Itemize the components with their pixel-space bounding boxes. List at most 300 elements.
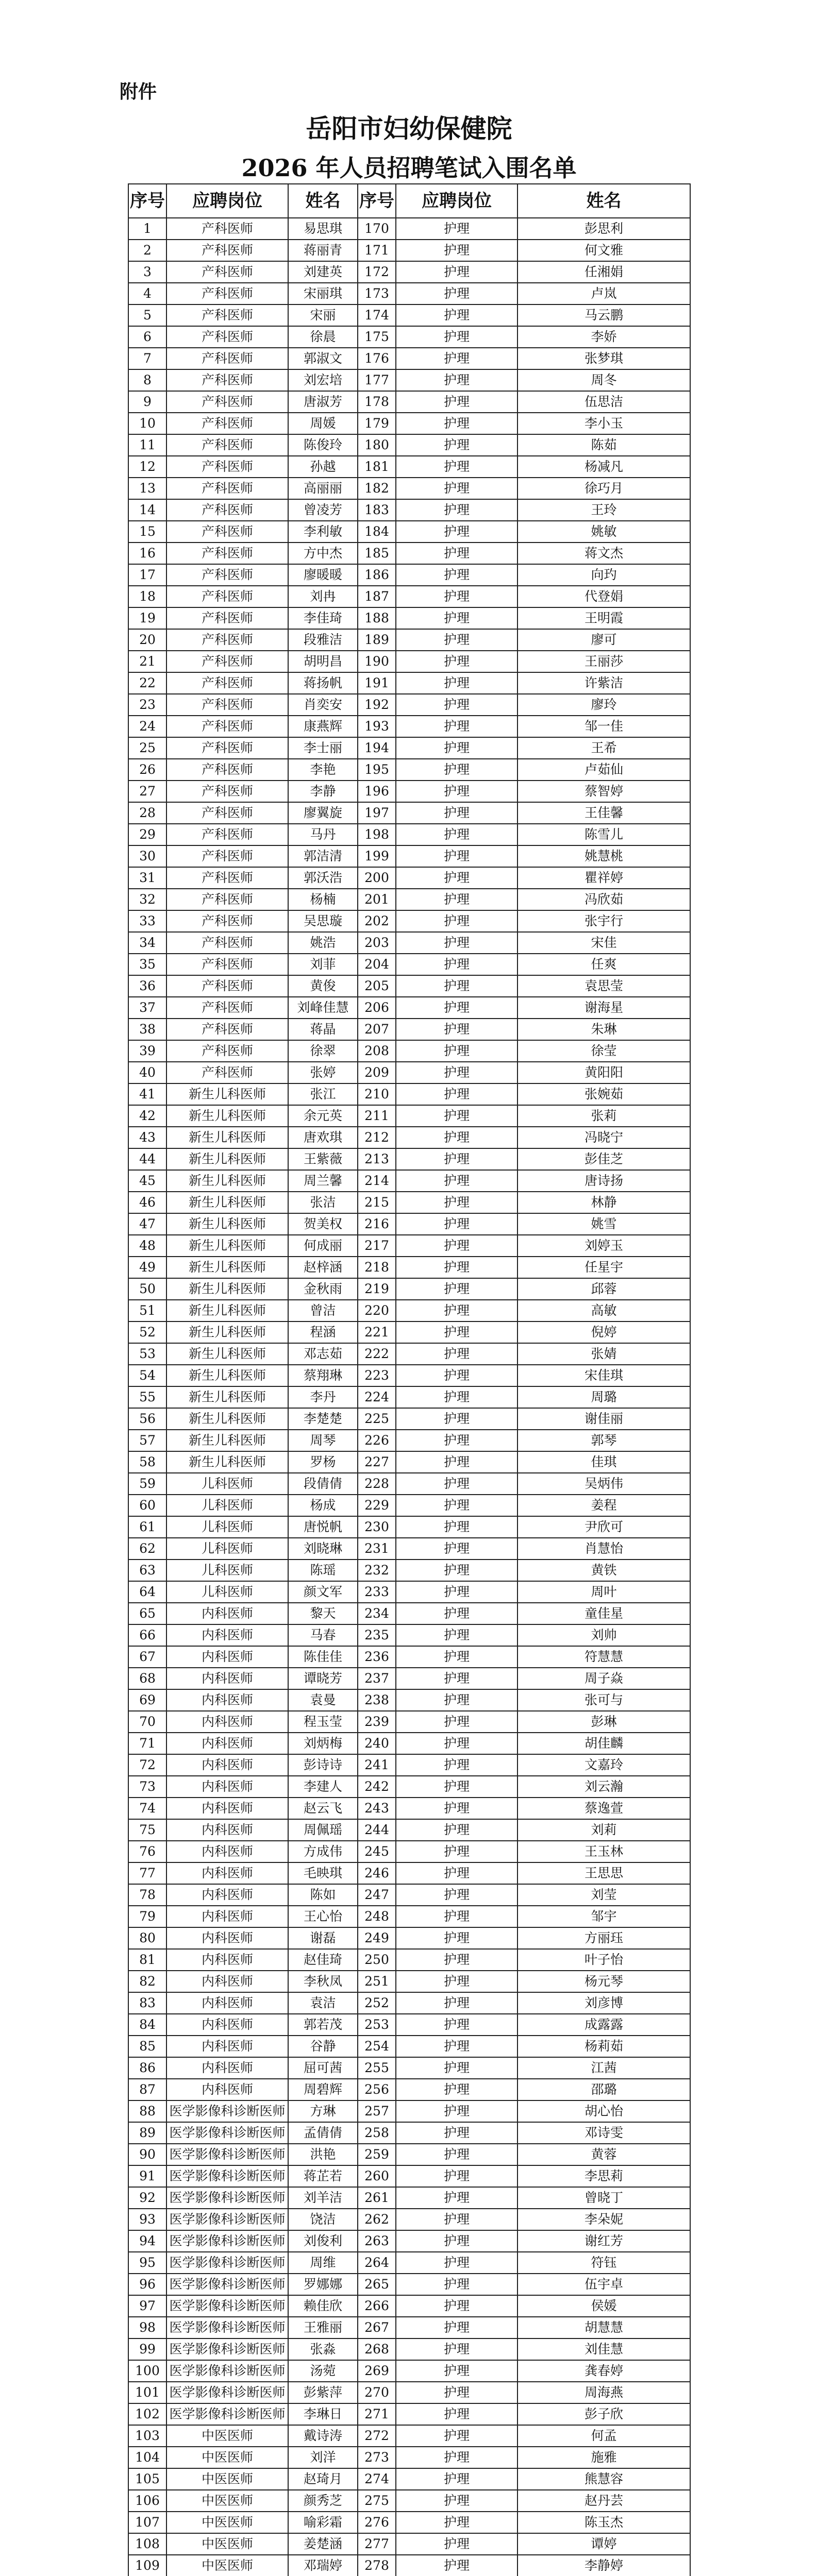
left-position-cell: 中医医师	[166, 2468, 288, 2490]
left-seq-cell: 25	[128, 737, 166, 759]
table-row	[128, 694, 690, 716]
right-seq-cell: 200	[358, 867, 396, 889]
left-seq-cell: 78	[128, 1884, 166, 1906]
right-seq-cell: 237	[358, 1668, 396, 1689]
right-seq-cell: 260	[358, 2165, 396, 2187]
left-seq-cell: 42	[128, 1105, 166, 1127]
left-name-cell: 方琳	[288, 2100, 358, 2122]
table-row	[128, 413, 690, 434]
left-seq-cell: 89	[128, 2122, 166, 2144]
left-seq-cell: 100	[128, 2360, 166, 2382]
table-row	[128, 1321, 690, 1343]
right-seq-cell: 252	[358, 1992, 396, 2014]
left-name-cell: 廖暖暖	[288, 564, 358, 586]
right-name-cell: 廖可	[517, 629, 690, 651]
left-seq-cell: 53	[128, 1343, 166, 1365]
table-row	[128, 2468, 690, 2490]
right-name-cell: 冯晓宁	[517, 1127, 690, 1148]
right-position-cell: 护理	[396, 499, 517, 521]
right-name-cell: 卢茹仙	[517, 759, 690, 781]
right-position-cell: 护理	[396, 867, 517, 889]
right-name-cell: 胡心怡	[517, 2100, 690, 2122]
right-seq-cell: 197	[358, 802, 396, 824]
left-seq-cell: 106	[128, 2490, 166, 2512]
left-seq-cell: 88	[128, 2100, 166, 2122]
left-name-cell: 陈佳佳	[288, 1646, 358, 1668]
right-name-cell: 佳琪	[517, 1451, 690, 1473]
right-name-cell: 王佳馨	[517, 802, 690, 824]
right-name-cell: 姚敏	[517, 521, 690, 543]
right-seq-cell: 240	[358, 1733, 396, 1754]
left-name-cell: 黎天	[288, 1603, 358, 1624]
table-row	[128, 521, 690, 543]
left-seq-cell: 2	[128, 240, 166, 261]
left-position-cell: 儿科医师	[166, 1495, 288, 1516]
right-name-cell: 张可与	[517, 1689, 690, 1711]
left-seq-cell: 33	[128, 910, 166, 932]
left-position-cell: 产科医师	[166, 672, 288, 694]
left-name-cell: 唐欢琪	[288, 1127, 358, 1148]
table-row	[128, 2425, 690, 2447]
left-name-cell: 刘冉	[288, 586, 358, 607]
left-name-cell: 李士丽	[288, 737, 358, 759]
right-position-cell: 护理	[396, 781, 517, 802]
right-seq-cell: 187	[358, 586, 396, 607]
right-name-cell: 叶子怡	[517, 1949, 690, 1971]
left-name-cell: 肖奕安	[288, 694, 358, 716]
left-name-cell: 蒋晶	[288, 1019, 358, 1040]
right-name-cell: 蔡逸萱	[517, 1798, 690, 1819]
left-name-cell: 孙越	[288, 456, 358, 478]
table-row	[128, 607, 690, 629]
right-position-cell: 护理	[396, 304, 517, 326]
right-name-cell: 周海燕	[517, 2382, 690, 2403]
right-seq-cell: 254	[358, 2036, 396, 2057]
right-seq-cell: 242	[358, 1776, 396, 1798]
left-position-cell: 产科医师	[166, 326, 288, 348]
right-position-cell: 护理	[396, 1689, 517, 1711]
table-row	[128, 1451, 690, 1473]
right-name-cell: 黄蓉	[517, 2144, 690, 2165]
table-row	[128, 1170, 690, 1192]
left-position-cell: 医学影像科诊断医师	[166, 2274, 288, 2295]
left-seq-cell: 55	[128, 1386, 166, 1408]
left-seq-cell: 44	[128, 1148, 166, 1170]
left-name-cell: 赵梓涵	[288, 1257, 358, 1278]
table-row	[128, 997, 690, 1019]
table-row	[128, 1278, 690, 1300]
right-position-cell: 护理	[396, 2382, 517, 2403]
left-seq-cell: 82	[128, 1971, 166, 1992]
left-seq-cell: 35	[128, 954, 166, 975]
left-seq-cell: 94	[128, 2230, 166, 2252]
right-seq-cell: 202	[358, 910, 396, 932]
table-row	[128, 824, 690, 845]
right-name-cell: 杨减凡	[517, 456, 690, 478]
table-row	[128, 391, 690, 413]
right-position-cell: 护理	[396, 1148, 517, 1170]
table-row	[128, 2555, 690, 2576]
right-name-cell: 杨莉茹	[517, 2036, 690, 2057]
left-seq-cell: 21	[128, 651, 166, 672]
left-seq-cell: 16	[128, 543, 166, 564]
left-position-cell: 产科医师	[166, 607, 288, 629]
left-position-cell: 产科医师	[166, 499, 288, 521]
left-seq-cell: 92	[128, 2187, 166, 2209]
left-seq-cell: 45	[128, 1170, 166, 1192]
left-position-cell: 新生儿科医师	[166, 1257, 288, 1278]
right-position-cell: 护理	[396, 2295, 517, 2317]
left-position-cell: 医学影像科诊断医师	[166, 2230, 288, 2252]
table-row	[128, 218, 690, 240]
right-seq-cell: 257	[358, 2100, 396, 2122]
left-name-cell: 刘炳梅	[288, 1733, 358, 1754]
right-position-cell: 护理	[396, 2533, 517, 2555]
right-position-cell: 护理	[396, 2447, 517, 2468]
left-name-cell: 徐翠	[288, 1040, 358, 1062]
right-position-cell: 护理	[396, 348, 517, 369]
right-seq-cell: 236	[358, 1646, 396, 1668]
left-name-cell: 杨成	[288, 1495, 358, 1516]
left-name-cell: 刘宏培	[288, 369, 358, 391]
right-name-cell: 姚慧桃	[517, 845, 690, 867]
right-seq-cell: 229	[358, 1495, 396, 1516]
left-position-cell: 产科医师	[166, 434, 288, 456]
left-seq-cell: 17	[128, 564, 166, 586]
left-position-cell: 医学影像科诊断医师	[166, 2209, 288, 2230]
table-row	[128, 1365, 690, 1386]
left-name-cell: 李楚楚	[288, 1408, 358, 1430]
right-seq-cell: 249	[358, 1927, 396, 1949]
left-position-cell: 产科医师	[166, 1062, 288, 1083]
right-name-cell: 许紫洁	[517, 672, 690, 694]
right-name-cell: 姜程	[517, 1495, 690, 1516]
right-position-cell: 护理	[396, 1733, 517, 1754]
right-position-cell: 护理	[396, 1516, 517, 1538]
right-seq-cell: 212	[358, 1127, 396, 1148]
right-name-cell: 陈茹	[517, 434, 690, 456]
left-name-cell: 李利敏	[288, 521, 358, 543]
right-position-cell: 护理	[396, 2360, 517, 2382]
left-seq-cell: 18	[128, 586, 166, 607]
left-position-cell: 内科医师	[166, 1689, 288, 1711]
right-seq-cell: 195	[358, 759, 396, 781]
right-name-cell: 伍思洁	[517, 391, 690, 413]
left-seq-cell: 67	[128, 1646, 166, 1668]
right-name-cell: 王希	[517, 737, 690, 759]
right-seq-cell: 228	[358, 1473, 396, 1495]
right-position-cell: 护理	[396, 261, 517, 283]
table-row	[128, 802, 690, 824]
left-position-cell: 新生儿科医师	[166, 1235, 288, 1257]
right-position-cell: 护理	[396, 1300, 517, 1321]
left-position-cell: 儿科医师	[166, 1538, 288, 1560]
left-position-cell: 中医医师	[166, 2533, 288, 2555]
right-name-cell: 赵丹芸	[517, 2490, 690, 2512]
left-position-cell: 内科医师	[166, 1798, 288, 1819]
right-seq-cell: 194	[358, 737, 396, 759]
right-seq-cell: 175	[358, 326, 396, 348]
right-name-cell: 代登娟	[517, 586, 690, 607]
table-row	[128, 434, 690, 456]
right-seq-cell: 189	[358, 629, 396, 651]
right-position-cell: 护理	[396, 1754, 517, 1776]
right-name-cell: 倪婷	[517, 1321, 690, 1343]
table-row	[128, 1560, 690, 1581]
left-name-cell: 蒋扬帆	[288, 672, 358, 694]
right-seq-cell: 179	[358, 413, 396, 434]
header-name-right: 姓名	[517, 184, 690, 218]
right-position-cell: 护理	[396, 824, 517, 845]
right-position-cell: 护理	[396, 478, 517, 499]
right-position-cell: 护理	[396, 1451, 517, 1473]
left-name-cell: 毛映琪	[288, 1862, 358, 1884]
left-position-cell: 产科医师	[166, 218, 288, 240]
table-row	[128, 2274, 690, 2295]
right-position-cell: 护理	[396, 2122, 517, 2144]
left-position-cell: 医学影像科诊断医师	[166, 2338, 288, 2360]
table-row	[128, 1906, 690, 1927]
table-row	[128, 1776, 690, 1798]
left-seq-cell: 48	[128, 1235, 166, 1257]
left-name-cell: 谭晓芳	[288, 1668, 358, 1689]
right-position-cell: 护理	[396, 218, 517, 240]
right-seq-cell: 231	[358, 1538, 396, 1560]
right-position-cell: 护理	[396, 240, 517, 261]
right-position-cell: 护理	[396, 932, 517, 954]
left-seq-cell: 39	[128, 1040, 166, 1062]
left-seq-cell: 49	[128, 1257, 166, 1278]
right-name-cell: 江茜	[517, 2057, 690, 2079]
left-name-cell: 方中杰	[288, 543, 358, 564]
left-name-cell: 康燕辉	[288, 716, 358, 737]
left-seq-cell: 77	[128, 1862, 166, 1884]
left-name-cell: 李建人	[288, 1776, 358, 1798]
right-position-cell: 护理	[396, 1624, 517, 1646]
left-position-cell: 内科医师	[166, 1624, 288, 1646]
right-seq-cell: 183	[358, 499, 396, 521]
left-position-cell: 产科医师	[166, 456, 288, 478]
header-name-left: 姓名	[288, 184, 358, 218]
left-seq-cell: 81	[128, 1949, 166, 1971]
left-seq-cell: 27	[128, 781, 166, 802]
left-seq-cell: 90	[128, 2144, 166, 2165]
left-name-cell: 马丹	[288, 824, 358, 845]
right-seq-cell: 227	[358, 1451, 396, 1473]
right-name-cell: 唐诗扬	[517, 1170, 690, 1192]
right-name-cell: 张婉茹	[517, 1083, 690, 1105]
right-seq-cell: 223	[358, 1365, 396, 1386]
right-name-cell: 邓诗雯	[517, 2122, 690, 2144]
left-position-cell: 产科医师	[166, 694, 288, 716]
left-name-cell: 陈俊玲	[288, 434, 358, 456]
left-name-cell: 刘晓琳	[288, 1538, 358, 1560]
left-name-cell: 赵云飞	[288, 1798, 358, 1819]
right-seq-cell: 184	[358, 521, 396, 543]
right-position-cell: 护理	[396, 2252, 517, 2274]
right-position-cell: 护理	[396, 2100, 517, 2122]
table-row	[128, 2317, 690, 2338]
right-seq-cell: 232	[358, 1560, 396, 1581]
right-name-cell: 彭子欣	[517, 2403, 690, 2425]
header-seq-right: 序号	[358, 184, 396, 218]
left-position-cell: 产科医师	[166, 824, 288, 845]
left-name-cell: 段倩倩	[288, 1473, 358, 1495]
left-seq-cell: 43	[128, 1127, 166, 1148]
right-name-cell: 李思莉	[517, 2165, 690, 2187]
left-seq-cell: 74	[128, 1798, 166, 1819]
left-name-cell: 姜楚涵	[288, 2533, 358, 2555]
left-seq-cell: 51	[128, 1300, 166, 1321]
left-seq-cell: 84	[128, 2014, 166, 2036]
left-name-cell: 罗杨	[288, 1451, 358, 1473]
left-name-cell: 喻彩霜	[288, 2512, 358, 2533]
left-seq-cell: 47	[128, 1213, 166, 1235]
right-name-cell: 彭佳芝	[517, 1148, 690, 1170]
left-seq-cell: 64	[128, 1581, 166, 1603]
right-name-cell: 任爽	[517, 954, 690, 975]
right-position-cell: 护理	[396, 1711, 517, 1733]
table-row	[128, 1495, 690, 1516]
right-position-cell: 护理	[396, 716, 517, 737]
left-position-cell: 新生儿科医师	[166, 1386, 288, 1408]
left-seq-cell: 103	[128, 2425, 166, 2447]
table-row	[128, 1127, 690, 1148]
right-seq-cell: 205	[358, 975, 396, 997]
right-name-cell: 侯媛	[517, 2295, 690, 2317]
right-name-cell: 蔡智婷	[517, 781, 690, 802]
right-seq-cell: 243	[358, 1798, 396, 1819]
right-seq-cell: 203	[358, 932, 396, 954]
right-position-cell: 护理	[396, 1949, 517, 1971]
left-position-cell: 内科医师	[166, 1646, 288, 1668]
right-position-cell: 护理	[396, 2230, 517, 2252]
left-position-cell: 内科医师	[166, 1884, 288, 1906]
table-row	[128, 1841, 690, 1862]
table-row	[128, 261, 690, 283]
left-name-cell: 张淼	[288, 2338, 358, 2360]
left-position-cell: 新生儿科医师	[166, 1105, 288, 1127]
left-name-cell: 李秋凤	[288, 1971, 358, 1992]
left-name-cell: 陈如	[288, 1884, 358, 1906]
right-position-cell: 护理	[396, 1235, 517, 1257]
right-position-cell: 护理	[396, 2014, 517, 2036]
left-position-cell: 内科医师	[166, 1992, 288, 2014]
left-position-cell: 产科医师	[166, 737, 288, 759]
right-position-cell: 护理	[396, 1019, 517, 1040]
left-seq-cell: 7	[128, 348, 166, 369]
right-name-cell: 张宇行	[517, 910, 690, 932]
left-position-cell: 新生儿科医师	[166, 1192, 288, 1213]
left-seq-cell: 80	[128, 1927, 166, 1949]
right-seq-cell: 241	[358, 1754, 396, 1776]
document-subtitle: 2026 年人员招聘笔试入围名单	[241, 154, 577, 182]
right-name-cell: 张婧	[517, 1343, 690, 1365]
left-name-cell: 刘菲	[288, 954, 358, 975]
left-name-cell: 洪艳	[288, 2144, 358, 2165]
right-seq-cell: 239	[358, 1711, 396, 1733]
table-row	[128, 2209, 690, 2230]
right-name-cell: 廖玲	[517, 694, 690, 716]
right-position-cell: 护理	[396, 1408, 517, 1430]
left-position-cell: 内科医师	[166, 1668, 288, 1689]
right-seq-cell: 256	[358, 2079, 396, 2100]
table-row	[128, 1949, 690, 1971]
left-name-cell: 李静	[288, 781, 358, 802]
right-seq-cell: 230	[358, 1516, 396, 1538]
right-seq-cell: 265	[358, 2274, 396, 2295]
table-row	[128, 1257, 690, 1278]
right-seq-cell: 272	[358, 2425, 396, 2447]
table-row	[128, 2014, 690, 2036]
right-position-cell: 护理	[396, 1841, 517, 1862]
table-row	[128, 716, 690, 737]
right-name-cell: 龚春婷	[517, 2360, 690, 2382]
left-name-cell: 李艳	[288, 759, 358, 781]
table-row	[128, 1235, 690, 1257]
table-row	[128, 1386, 690, 1408]
right-name-cell: 吴炳伟	[517, 1473, 690, 1495]
left-seq-cell: 3	[128, 261, 166, 283]
table-row	[128, 910, 690, 932]
table-row	[128, 304, 690, 326]
left-position-cell: 医学影像科诊断医师	[166, 2122, 288, 2144]
left-position-cell: 医学影像科诊断医师	[166, 2295, 288, 2317]
left-seq-cell: 1	[128, 218, 166, 240]
right-name-cell: 王玉林	[517, 1841, 690, 1862]
right-seq-cell: 221	[358, 1321, 396, 1343]
left-seq-cell: 57	[128, 1430, 166, 1451]
right-position-cell: 护理	[396, 2274, 517, 2295]
right-position-cell: 护理	[396, 629, 517, 651]
right-position-cell: 护理	[396, 1083, 517, 1105]
table-row	[128, 240, 690, 261]
table-body	[128, 218, 690, 2576]
right-name-cell: 谢佳丽	[517, 1408, 690, 1430]
left-name-cell: 周媛	[288, 413, 358, 434]
right-position-cell: 护理	[396, 2144, 517, 2165]
left-position-cell: 产科医师	[166, 889, 288, 910]
right-name-cell: 胡佳麟	[517, 1733, 690, 1754]
left-position-cell: 产科医师	[166, 261, 288, 283]
right-position-cell: 护理	[396, 543, 517, 564]
right-position-cell: 护理	[396, 391, 517, 413]
right-position-cell: 护理	[396, 1170, 517, 1192]
left-seq-cell: 86	[128, 2057, 166, 2079]
right-name-cell: 姚雪	[517, 1213, 690, 1235]
right-seq-cell: 196	[358, 781, 396, 802]
right-name-cell: 瞿祥婷	[517, 867, 690, 889]
right-seq-cell: 244	[358, 1819, 396, 1841]
right-position-cell: 护理	[396, 1776, 517, 1798]
right-position-cell: 护理	[396, 2425, 517, 2447]
right-position-cell: 护理	[396, 802, 517, 824]
left-position-cell: 产科医师	[166, 1019, 288, 1040]
right-seq-cell: 276	[358, 2512, 396, 2533]
table-row	[128, 1516, 690, 1538]
right-seq-cell: 181	[358, 456, 396, 478]
right-position-cell: 护理	[396, 586, 517, 607]
right-position-cell: 护理	[396, 1365, 517, 1386]
right-position-cell: 护理	[396, 1473, 517, 1495]
left-seq-cell: 30	[128, 845, 166, 867]
right-name-cell: 林静	[517, 1192, 690, 1213]
right-seq-cell: 193	[358, 716, 396, 737]
right-seq-cell: 226	[358, 1430, 396, 1451]
table-row	[128, 2122, 690, 2144]
left-name-cell: 段雅洁	[288, 629, 358, 651]
left-position-cell: 新生儿科医师	[166, 1321, 288, 1343]
